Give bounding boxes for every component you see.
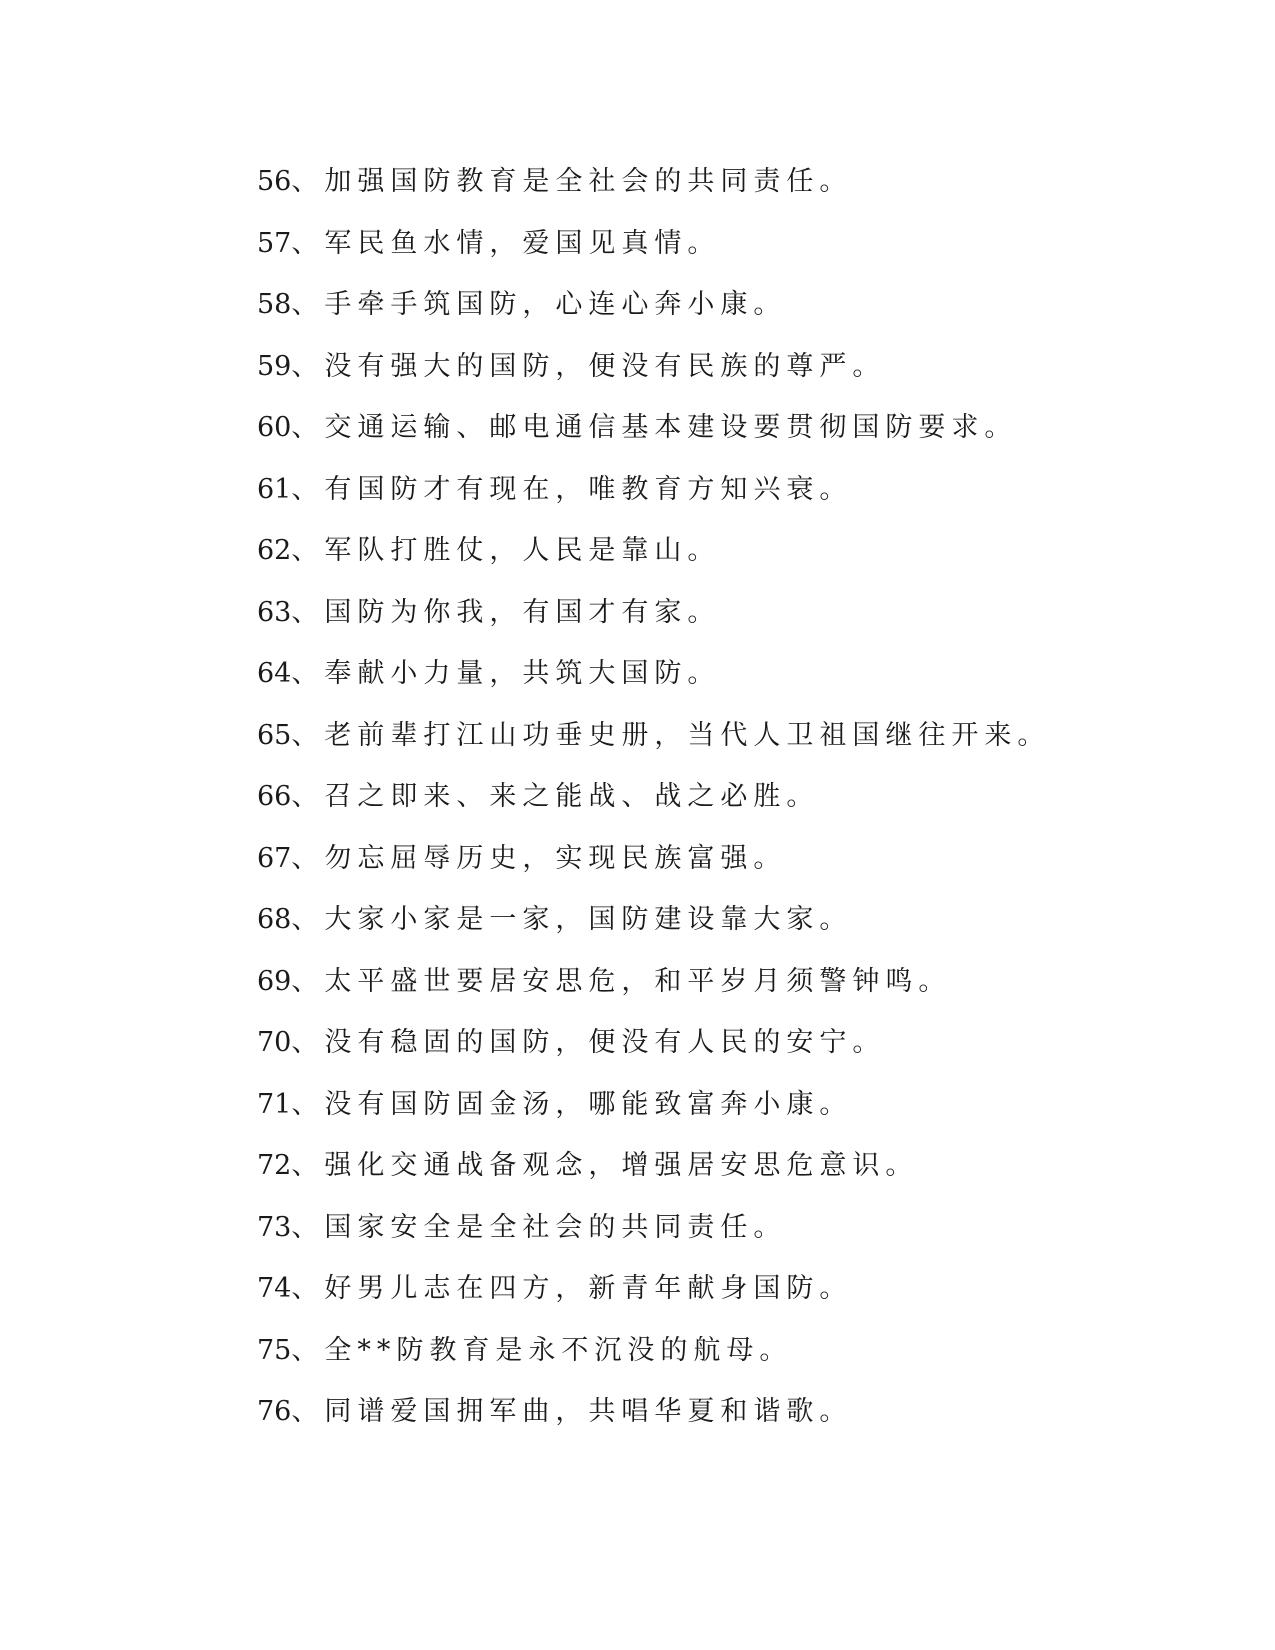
item-number: 74 [257, 1273, 292, 1304]
item-number: 63 [257, 596, 292, 628]
list-item [257, 1148, 1157, 1210]
item-text: 、手牵手筑国防，心连心奔小康。 [291, 289, 787, 320]
list-item [257, 1210, 1157, 1272]
list-item [257, 226, 1157, 288]
item-text: 、没有国防固金汤，哪能致富奔小康。 [291, 1088, 853, 1120]
item-text: 、没有强大的国防，便没有民族的尊严。 [291, 350, 886, 382]
item-text: 、国家安全是全社会的共同责任。 [291, 1211, 787, 1243]
item-number: 58 [257, 289, 292, 320]
item-number: 59 [257, 350, 292, 382]
list-item [257, 410, 1157, 472]
item-text: 、同谱爱国拥军曲，共唱华夏和谐歌。 [291, 1396, 853, 1427]
item-number: 70 [257, 1027, 292, 1058]
item-text: 、太平盛世要居安思危，和平岁月须警钟鸣。 [291, 965, 952, 997]
list-item [257, 1025, 1157, 1087]
item-text: 、勿忘屈辱历史，实现民族富强。 [291, 842, 787, 874]
list-item [257, 533, 1157, 595]
item-number: 72 [257, 1150, 292, 1181]
item-number: 71 [257, 1088, 292, 1120]
item-number: 62 [257, 535, 292, 566]
item-number: 65 [257, 719, 292, 751]
item-number: 57 [257, 227, 292, 259]
list-item [257, 1333, 1157, 1395]
list-item [257, 595, 1157, 657]
item-number: 76 [257, 1396, 292, 1427]
list-item [257, 656, 1157, 718]
list-item [257, 164, 1157, 226]
item-number: 61 [257, 473, 292, 505]
item-number: 73 [257, 1211, 292, 1243]
list-item [257, 472, 1157, 534]
item-number: 64 [257, 658, 292, 689]
item-text: 、军民鱼水情，爱国见真情。 [291, 227, 721, 259]
item-number: 75 [257, 1334, 292, 1366]
item-number: 56 [257, 166, 292, 197]
item-number: 67 [257, 842, 292, 874]
item-text: 、好男儿志在四方，新青年献身国防。 [291, 1273, 853, 1304]
list-item [257, 1271, 1157, 1333]
item-text: 、交通运输、邮电通信基本建设要贯彻国防要求。 [291, 412, 1018, 443]
item-text: 、全**防教育是永不沉没的航母。 [291, 1334, 793, 1366]
list-item [257, 902, 1157, 964]
slogan-list [257, 164, 1157, 1456]
item-number: 60 [257, 412, 292, 443]
item-text: 、召之即来、来之能战、战之必胜。 [291, 781, 820, 812]
item-text: 、大家小家是一家，国防建设靠大家。 [291, 904, 853, 935]
list-item [257, 349, 1157, 411]
item-text: 、国防为你我，有国才有家。 [291, 596, 721, 628]
item-text: 、加强国防教育是全社会的共同责任。 [291, 166, 853, 197]
item-number: 69 [257, 965, 292, 997]
item-text: 、老前辈打江山功垂史册，当代人卫祖国继往开来。 [291, 719, 1051, 751]
list-item [257, 841, 1157, 903]
list-item [257, 718, 1157, 780]
list-item [257, 964, 1157, 1026]
item-text: 、军队打胜仗，人民是靠山。 [291, 535, 721, 566]
list-item [257, 287, 1157, 349]
list-item [257, 779, 1157, 841]
list-item [257, 1087, 1157, 1149]
item-number: 66 [257, 781, 292, 812]
list-item [257, 1394, 1157, 1456]
item-text: 、没有稳固的国防，便没有人民的安宁。 [291, 1027, 886, 1058]
item-text: 、强化交通战备观念，增强居安思危意识。 [291, 1150, 919, 1181]
item-text: 、有国防才有现在，唯教育方知兴衰。 [291, 473, 853, 505]
item-number: 68 [257, 904, 292, 935]
item-text: 、奉献小力量，共筑大国防。 [291, 658, 721, 689]
